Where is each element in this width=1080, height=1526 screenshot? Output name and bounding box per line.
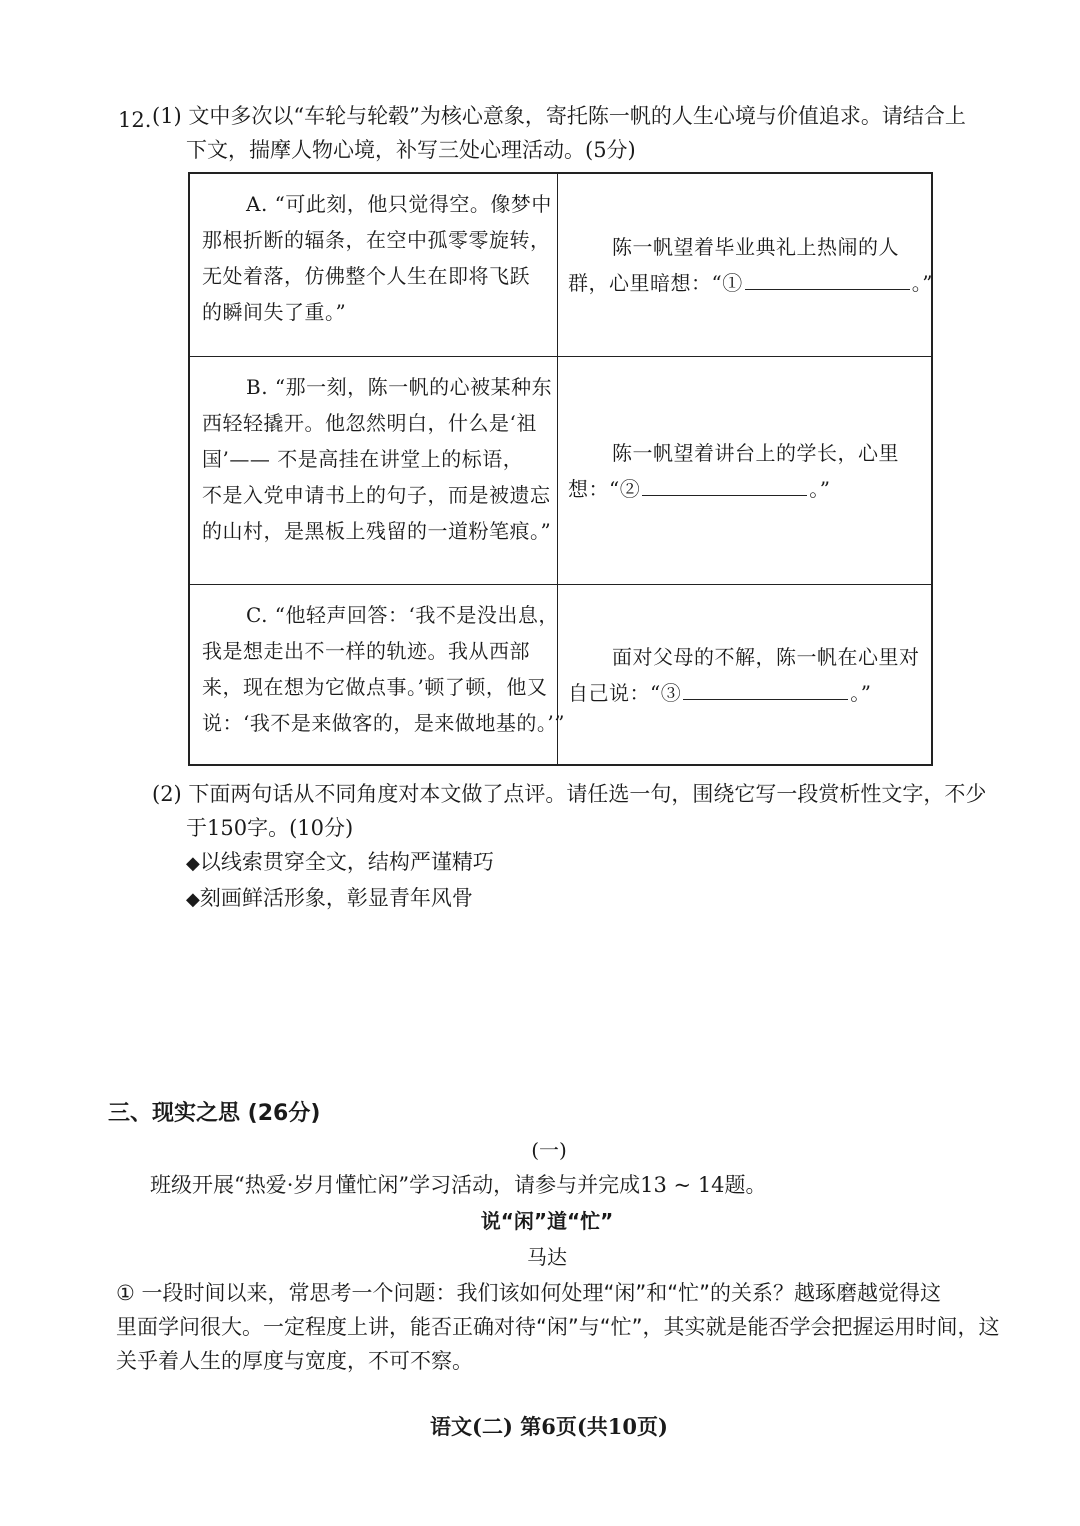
section-heading: 三、现实之思 (26分) bbox=[108, 1101, 321, 1126]
diamond-bullet-icon: ◆ bbox=[186, 853, 200, 874]
prompt-cell-b bbox=[558, 357, 931, 584]
question-part1-line2: 下文，揣摩人物心境，补写三处心理活动。(5分) bbox=[186, 138, 636, 162]
question-part2-line2: 于150字。(10分) bbox=[186, 816, 354, 840]
table-row-b bbox=[190, 357, 931, 585]
answer-blank-3[interactable] bbox=[683, 698, 848, 700]
quote-line: 的山村，是黑板上残留的一道粉笔痕。” bbox=[202, 519, 552, 543]
prompt-line: 自己说：“③ 。” bbox=[568, 680, 872, 705]
quote-line: 来，现在想为它做点事。’顿了顿，他又 bbox=[202, 675, 548, 699]
quote-line: 不是入党申请书上的句子，而是被遗忘 bbox=[202, 483, 551, 507]
article-author: 马达 bbox=[527, 1245, 567, 1269]
quote-line: C. “他轻声回答：‘我不是没出息， bbox=[246, 603, 559, 627]
paragraph-line: 里面学问很大。一定程度上讲，能否正确对待“闲”与“忙”，其实就是能否学会把握运用时间，这 bbox=[116, 1315, 1000, 1339]
diamond-bullet-icon: ◆ bbox=[186, 889, 200, 910]
prompt-cell-a bbox=[558, 174, 931, 356]
paragraph-line: ① 一段时间以来，常思考一个问题：我们该如何处理“闲”和“忙”的关系？越琢磨越觉得这 bbox=[116, 1281, 942, 1305]
page-footer: 语文(二) 第6页(共10页) bbox=[430, 1414, 668, 1439]
answer-blank-2[interactable] bbox=[642, 494, 807, 496]
question-part1-line1: (1) 文中多次以“车轮与轮毂”为核心意象，寄托陈一帆的人生心境与价值追求。请结合上 bbox=[152, 104, 966, 128]
question-number: 12. bbox=[118, 108, 152, 132]
quote-line: 那根折断的辐条，在空中孤零零旋转， bbox=[202, 228, 551, 252]
quote-line: 说：‘我不是来做客的，是来做地基的。’” bbox=[202, 711, 565, 735]
article-title: 说“闲”道“忙” bbox=[480, 1209, 614, 1233]
option-item: ◆以线索贯穿全文，结构严谨精巧 bbox=[186, 850, 494, 874]
prompt-line: 陈一帆望着讲台上的学长，心里 bbox=[612, 440, 899, 465]
quote-line: 西轻轻撬开。他忽然明白，什么是‘祖 bbox=[202, 411, 537, 435]
paragraph-line: 关乎着人生的厚度与宽度，不可不察。 bbox=[116, 1349, 473, 1373]
quote-cell-a bbox=[190, 174, 558, 356]
quote-line: A. “可此刻，他只觉得空。像梦中 bbox=[246, 192, 552, 216]
quote-line: 无处着落，仿佛整个人生在即将飞跃 bbox=[202, 264, 530, 288]
quote-line: 我是想走出不一样的轨迹。我从西部 bbox=[202, 639, 530, 663]
subsection-heading: (一) bbox=[531, 1138, 567, 1162]
prompt-line: 群，心里暗想：“① 。” bbox=[568, 271, 933, 295]
prompt-cell-c bbox=[558, 585, 931, 764]
quote-line: 国’—— 不是高挂在讲堂上的标语， bbox=[202, 447, 524, 471]
activity-intro: 班级开展“热爱·岁月懂忙闲”学习活动，请参与并完成13 ~ 14题。 bbox=[150, 1173, 767, 1197]
table-row-c bbox=[190, 585, 931, 764]
quote-cell-c bbox=[190, 585, 565, 764]
option-item: ◆刻画鲜活形象，彰显青年风骨 bbox=[186, 886, 473, 910]
prompt-line: 陈一帆望着毕业典礼上热闹的人 bbox=[612, 235, 899, 259]
psychology-table bbox=[188, 172, 933, 766]
question-part2-line1: (2) 下面两句话从不同角度对本文做了点评。请任选一句，围绕它写一段赏析性文字，不少 bbox=[152, 782, 987, 806]
answer-blank-1[interactable] bbox=[745, 288, 910, 290]
quote-line: 的瞬间失了重。” bbox=[202, 300, 347, 324]
prompt-line: 想：“② 。” bbox=[568, 476, 831, 501]
table-row-a bbox=[190, 174, 931, 357]
prompt-line: 面对父母的不解，陈一帆在心里对 bbox=[612, 644, 920, 669]
quote-line: B. “那一刻，陈一帆的心被某种东 bbox=[246, 375, 553, 399]
quote-cell-b bbox=[190, 357, 558, 584]
